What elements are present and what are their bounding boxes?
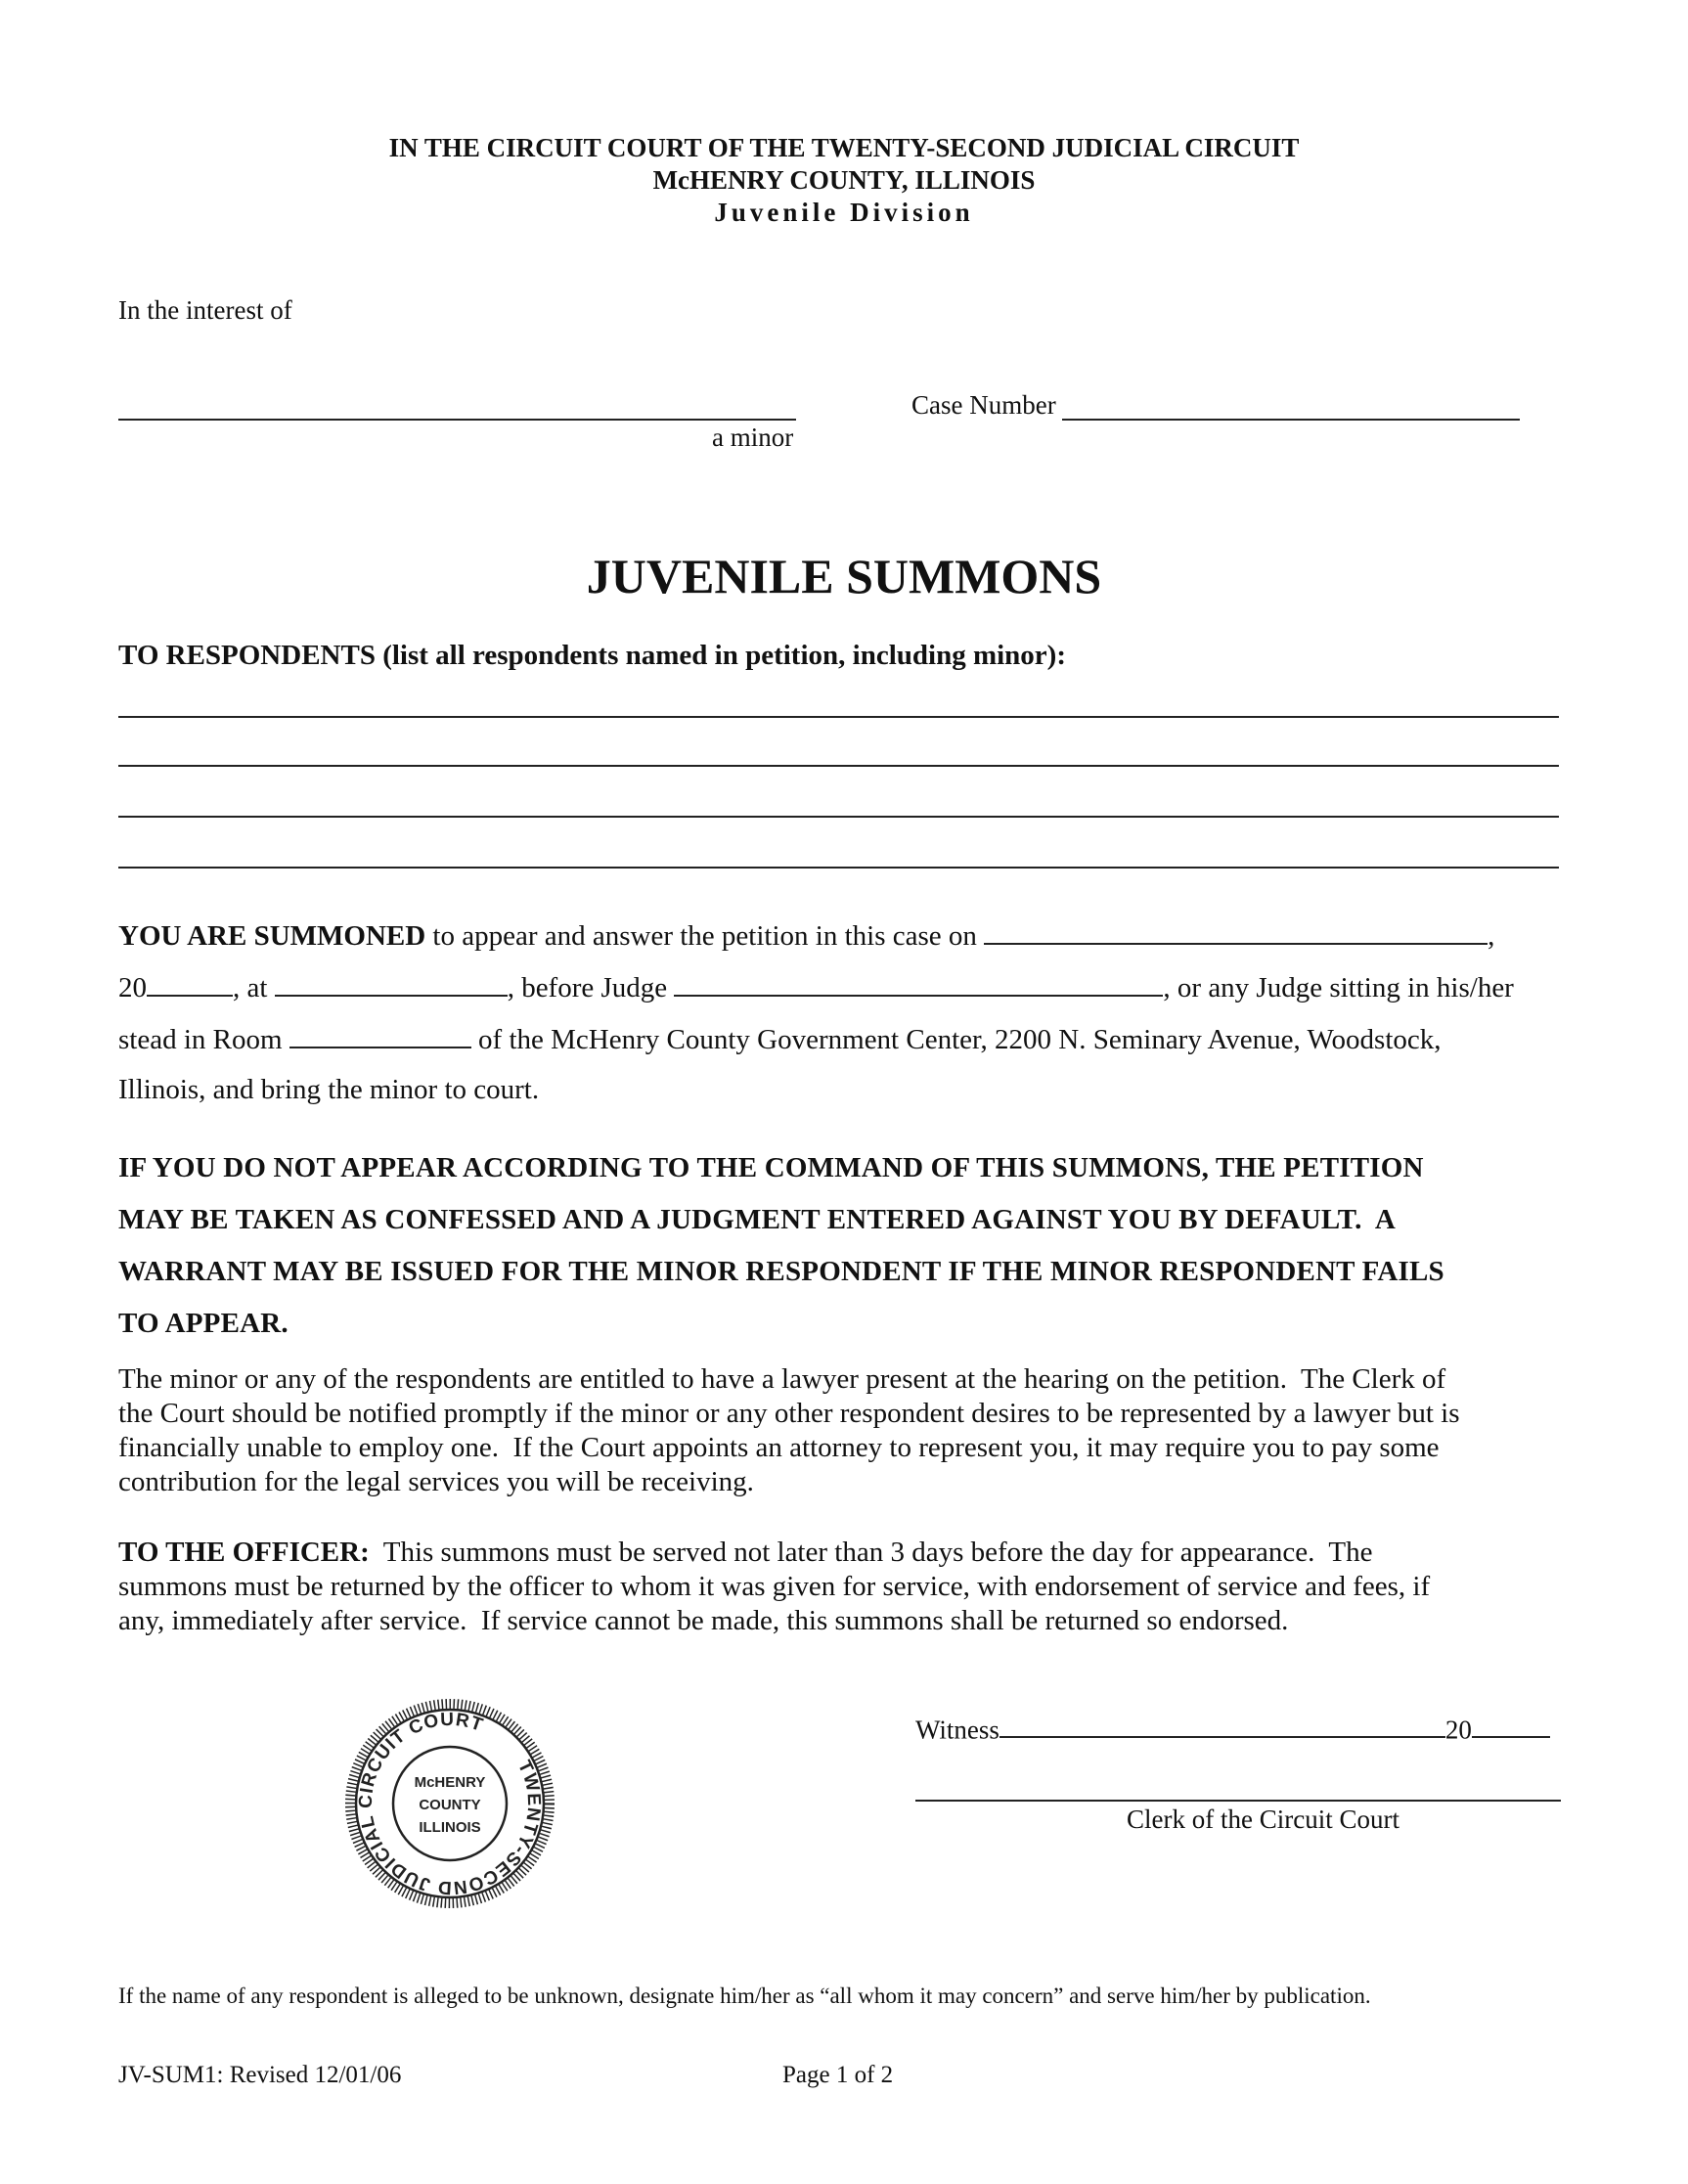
any-judge-text: , or any Judge sitting in his/her xyxy=(1163,972,1514,1004)
before-judge-text: , before Judge xyxy=(507,972,668,1004)
respondent-line[interactable] xyxy=(118,867,1559,869)
case-number-field[interactable] xyxy=(1062,419,1520,421)
summoned-lead: YOU ARE SUMMONED xyxy=(118,920,426,953)
warning-line-3: WARRANT MAY BE ISSUED FOR THE MINOR RESPONDENT IF THE MINOR RESPONDENT FAILS xyxy=(118,1256,1444,1287)
court-seal xyxy=(333,1686,567,1921)
lawyer-line-4: contribution for the legal services you will be receiving. xyxy=(118,1466,754,1497)
year-field[interactable] xyxy=(147,969,233,997)
officer-label: TO THE OFFICER: xyxy=(118,1537,370,1568)
year-prefix: 20 xyxy=(118,972,147,1004)
respondents-label: TO RESPONDENTS (list all respondents named in petition, including minor): xyxy=(118,640,1066,671)
summons-text: to appear and answer the petition in this case on xyxy=(432,920,977,953)
respondent-line[interactable] xyxy=(118,765,1559,767)
footnote: If the name of any respondent is alleged to be unknown, designate him/her as “all whom it may concern” and serve him/her by publication. xyxy=(118,1983,1371,2008)
seal-inner-line-3: ILLINOIS xyxy=(419,1819,481,1836)
summons-closing: Illinois, and bring the minor to court. xyxy=(118,1074,540,1105)
division-heading: Juvenile Division xyxy=(714,198,974,227)
witness-label: Witness xyxy=(915,1715,999,1745)
lawyer-line-2: the Court should be notified promptly if the minor or any other respondent desires to be represented by a lawyer but is xyxy=(118,1398,1460,1429)
page-number: Page 1 of 2 xyxy=(782,2062,894,2088)
clerk-label: Clerk of the Circuit Court xyxy=(1127,1805,1399,1834)
time-field[interactable] xyxy=(275,969,508,997)
seal-outer-text: TWENTY-SECOND JUDICIAL CIRCUIT COURT xyxy=(355,1709,545,1898)
summons-line-1 xyxy=(118,917,1494,954)
seal-inner-line-2: COUNTY xyxy=(419,1797,481,1813)
witness-field[interactable] xyxy=(999,1713,1445,1738)
form-id: JV-SUM1: Revised 12/01/06 xyxy=(118,2062,402,2088)
room-field[interactable] xyxy=(289,1021,471,1048)
interest-label: In the interest of xyxy=(118,295,292,325)
officer-line-1 xyxy=(118,1536,1372,1570)
warning-line-1: IF YOU DO NOT APPEAR ACCORDING TO THE COMMAND OF THIS SUMMONS, THE PETITION xyxy=(118,1152,1424,1183)
summons-line-2 xyxy=(118,969,1514,1005)
appearance-date-field[interactable] xyxy=(984,917,1488,945)
seal-graphic xyxy=(333,1686,567,1921)
judge-name-field[interactable] xyxy=(674,969,1163,997)
document-title: JUVENILE SUMMONS xyxy=(586,549,1102,603)
witness-row xyxy=(915,1713,1550,1745)
officer-line-2: summons must be returned by the officer to whom it was given for service, with endorsement of service and fees, if xyxy=(118,1571,1431,1602)
at-text: , at xyxy=(233,972,268,1004)
respondent-line[interactable] xyxy=(118,716,1559,718)
witness-year-field[interactable] xyxy=(1472,1713,1550,1738)
minor-label: a minor xyxy=(712,423,794,452)
stead-room-text: stead in Room xyxy=(118,1024,283,1056)
minor-name-field[interactable] xyxy=(118,419,796,421)
court-heading: IN THE CIRCUIT COURT OF THE TWENTY-SECOND JUDICIAL CIRCUIT xyxy=(388,133,1300,162)
case-number-label: Case Number xyxy=(911,390,1056,420)
location-text: of the McHenry County Government Center, 2200 N. Seminary Avenue, Woodstock, xyxy=(478,1024,1442,1056)
comma: , xyxy=(1488,920,1495,953)
officer-line-3: any, immediately after service. If service cannot be made, this summons shall be returned so endorsed. xyxy=(118,1605,1289,1636)
respondent-line[interactable] xyxy=(118,816,1559,818)
lawyer-line-1: The minor or any of the respondents are entitled to have a lawyer present at the hearing on the petition. The Clerk of xyxy=(118,1363,1446,1395)
summons-line-3 xyxy=(118,1021,1442,1057)
seal-inner-line-1: McHENRY xyxy=(414,1774,486,1791)
county-heading: McHENRY COUNTY, ILLINOIS xyxy=(652,165,1036,195)
clerk-signature-line[interactable] xyxy=(915,1800,1561,1802)
warning-line-2: MAY BE TAKEN AS CONFESSED AND A JUDGMENT ENTERED AGAINST YOU BY DEFAULT. A xyxy=(118,1204,1397,1235)
warning-line-4: TO APPEAR. xyxy=(118,1308,289,1339)
lawyer-line-3: financially unable to employ one. If the Court appoints an attorney to represent you, it may require you to pay some xyxy=(118,1432,1440,1463)
officer-text-1: This summons must be served not later than 3 days before the day for appearance. The xyxy=(382,1537,1373,1568)
witness-year-prefix: 20 xyxy=(1444,1715,1472,1745)
